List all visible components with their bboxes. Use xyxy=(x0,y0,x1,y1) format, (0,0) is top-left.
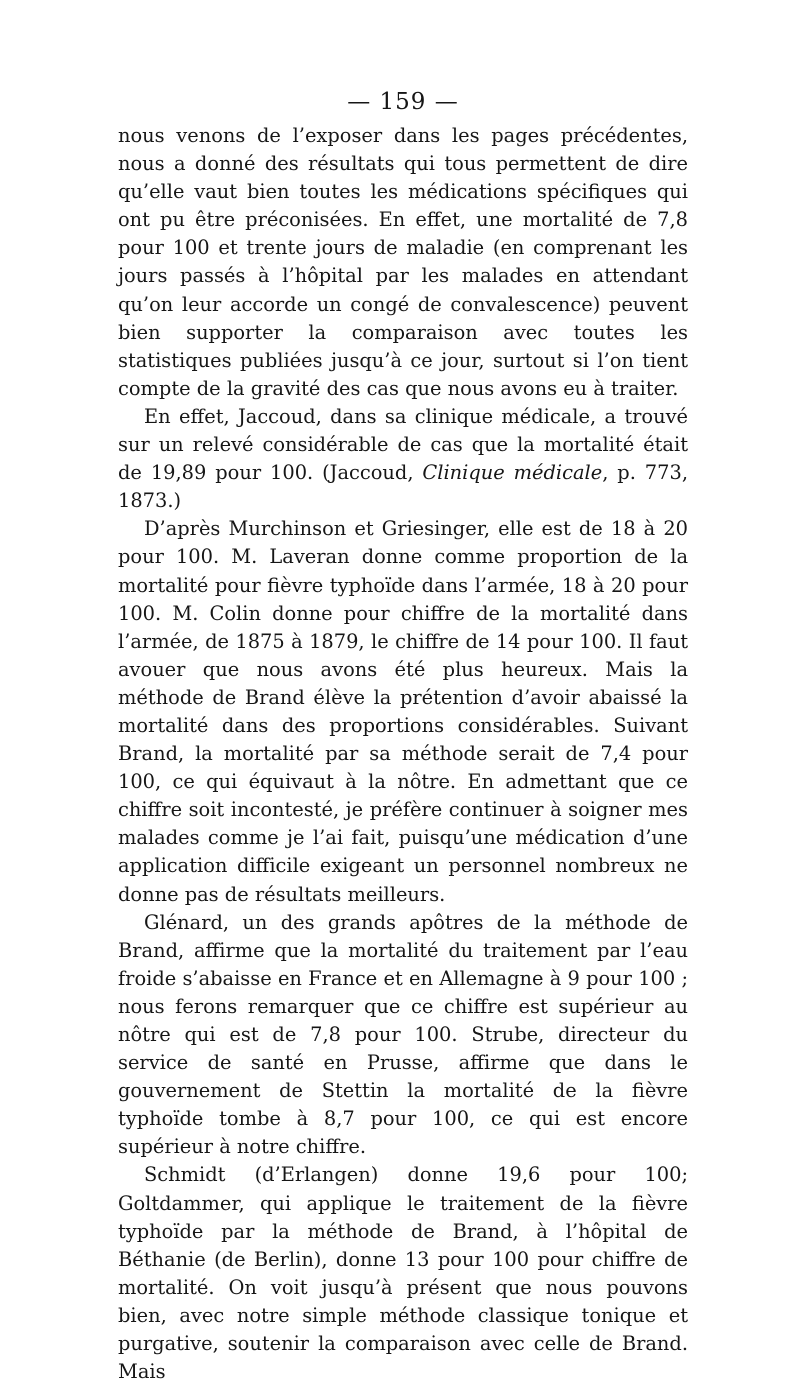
italic-title: Clinique médicale xyxy=(422,461,603,485)
paragraph xyxy=(118,1161,688,1386)
paragraph-text: nous venons de l’exposer dans les pages précédentes, nous a donné des résultats qui tous permettent de dire qu’elle vaut bien toutes les médications spécifiques qui ont pu être préconisées. En effet, une mortalité de 7,8 pour 100 et trente jours de maladie (en comprenant les jours passés à l’hôpital par les malades en attendant qu’on leur accorde un congé de convalescence) peuvent bien supporter la comparaison avec toutes les statistiques publiées jusqu’à ce jour, surtout si l’on tient compte de la gravité des cas que nous avons eu à traiter. xyxy=(118,124,688,400)
paragraph xyxy=(118,403,688,515)
paragraph-text: Schmidt (d’Erlangen) donne 19,6 pour 100; Goltdammer, qui applique le traitement de la fièvre typhoïde par la méthode de Brand, à l’hôpital de Béthanie (de Berlin), donne 13 pour 100 pour chiffre de mortalité. On voit jusqu’à présent que nous pouvons bien, avec notre simple méthode classique tonique et purgative, soutenir la comparaison avec celle de Brand. Mais xyxy=(118,1163,688,1384)
paragraph xyxy=(118,515,688,908)
paragraph xyxy=(118,122,688,403)
body-text xyxy=(118,122,688,1386)
paragraph xyxy=(118,909,688,1162)
paragraph-text: D’après Murchinson et Griesinger, elle est de 18 à 20 pour 100. M. Laveran donne comme proportion de la mortalité pour fièvre typhoïde dans l’armée, 18 à 20 pour 100. M. Colin donne pour chiffre de la mortalité dans l’armée, de 1875 à 1879, le chiffre de 14 pour 100. Il faut avouer que nous avons été plus heureux. Mais la méthode de Brand élève la prétention d’avoir abaissé la mortalité dans des proportions considérables. Suivant Brand, la mortalité par sa méthode serait de 7,4 pour 100, ce qui équivaut à la nôtre. En admettant que ce chiffre soit incontesté, je préfère continuer à soigner mes malades comme je l’ai fait, puisqu’une médication d’une application difficile exigeant un personnel nombreux ne donne pas de résultats meilleurs. xyxy=(118,517,688,906)
page-number: — 159 — xyxy=(347,89,459,115)
paragraph-text: En effet, Jaccoud, dans sa clinique médicale, a trouvé sur un relevé considérable de cas que la mortalité était de 19,89 pour 100. (Jaccoud, xyxy=(118,404,688,485)
paragraph-text: , p. 773, 1873.) xyxy=(118,461,688,513)
paragraph-text: Glénard, un des grands apôtres de la méthode de Brand, affirme que la mortalité du traitement par l’eau froide s’abaisse en France et en Allemagne à 9 pour 100 ; nous ferons remarquer que ce chiffre est supérieur au nôtre qui est de 7,8 pour 100. Strube, directeur du service de santé en Prusse, affirme que dans le gouvernement de Stettin la mortalité de la fièvre typhoïde tombe à 8,7 pour 100, ce qui est encore supérieur à notre chiffre. xyxy=(118,910,688,1159)
